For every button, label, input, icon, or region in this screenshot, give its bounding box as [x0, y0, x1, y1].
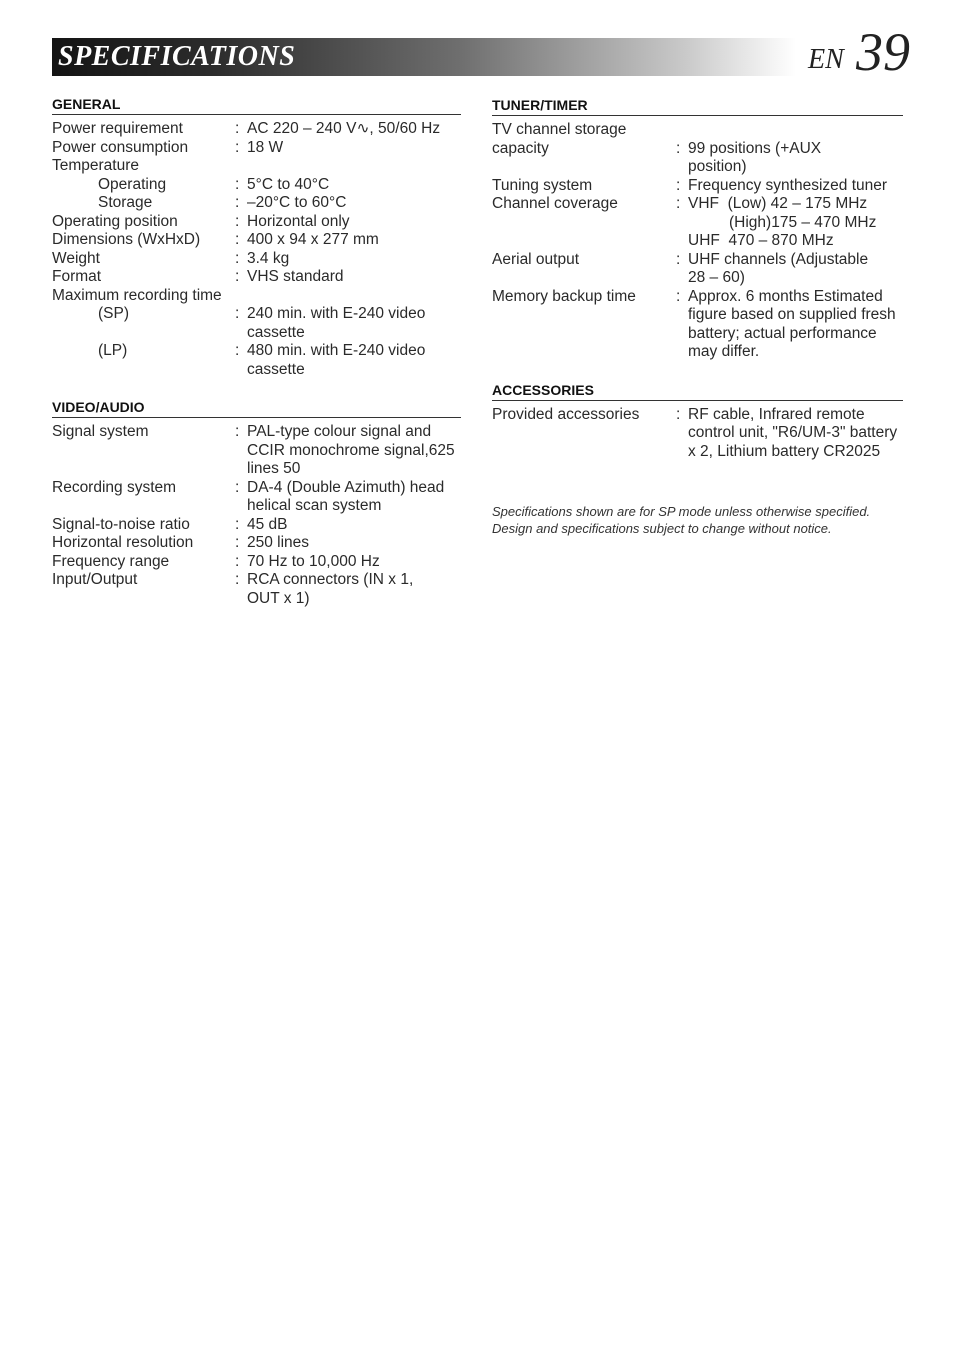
spec-row: Operating : 5°C to 40°C	[98, 175, 330, 193]
spec-row: Power requirement : AC 220 – 240 V∿, 50/60 Hz	[52, 120, 441, 137]
spec-row: (SP) : 240 min. with E-240 video cassette	[98, 305, 426, 341]
spec-row: Provided accessories : RF cable, Infrared remote control unit, "R6/UM-3" battery x 2, Lithium battery CR2025	[492, 405, 898, 460]
footnote: Design and specifications subject to change without notice.	[492, 521, 832, 536]
spec-row: Temperature	[52, 157, 140, 174]
spec-row: Power consumption : 18 W	[52, 138, 284, 156]
spec-row: Recording system : DA-4 (Double Azimuth) head helical scan system	[52, 478, 445, 514]
accessories-heading: ACCESSORIES	[492, 382, 903, 401]
right-column	[492, 97, 903, 537]
spec-row: Signal-to-noise ratio : 45 dB	[52, 515, 288, 533]
spec-row: Signal system : PAL-type colour signal and CCIR monochrome signal,625 lines 50	[52, 423, 455, 477]
spec-row: Channel coverage : VHF (Low) 42 – 175 MHz (High)175 – 470 MHz UHF 470 – 870 MHz	[492, 195, 877, 249]
footnotes	[492, 503, 892, 537]
spec-row: Aerial output : UHF channels (Adjustable 28 – 60)	[492, 250, 869, 286]
tuner-timer-heading: TUNER/TIMER	[492, 97, 903, 116]
spec-row: Dimensions (WxHxD) : 400 x 94 x 277 mm	[52, 231, 379, 248]
title-banner	[52, 38, 796, 76]
spec-row: Horizontal resolution : 250 lines	[52, 534, 310, 551]
spec-row: Tuning system : Frequency synthesized tuner	[492, 176, 888, 194]
language-code: EN	[808, 44, 844, 75]
page-number: 39	[856, 22, 910, 82]
general-section	[52, 96, 461, 379]
footnote: Specifications shown are for SP mode unless otherwise specified.	[492, 504, 871, 519]
tuner-timer-section	[492, 97, 903, 362]
spec-row: Input/Output : RCA connectors (IN x 1, OUT x 1)	[52, 571, 414, 607]
general-heading: GENERAL	[52, 96, 461, 115]
left-column	[52, 96, 461, 608]
spec-row: Maximum recording time	[52, 286, 222, 304]
page-title: SPECIFICATIONS	[58, 41, 296, 72]
spec-row: Storage : –20°C to 60°C	[98, 194, 347, 211]
spec-row: Memory backup time : Approx. 6 months Estimated figure based on supplied fresh battery; actual performance may differ.	[492, 287, 896, 360]
spec-row: (LP) : 480 min. with E-240 video cassette	[98, 342, 426, 378]
spec-row: Operating position : Horizontal only	[52, 212, 350, 230]
spec-row: Weight : 3.4 kg	[52, 249, 290, 267]
spec-row: TV channel storage capacity : 99 positions (+AUX position)	[492, 121, 822, 175]
video-audio-heading: VIDEO/AUDIO	[52, 399, 461, 418]
video-audio-section	[52, 399, 461, 608]
spec-row: Format : VHS standard	[52, 268, 344, 285]
accessories-section	[492, 382, 903, 462]
spec-row: Frequency range : 70 Hz to 10,000 Hz	[52, 552, 380, 570]
